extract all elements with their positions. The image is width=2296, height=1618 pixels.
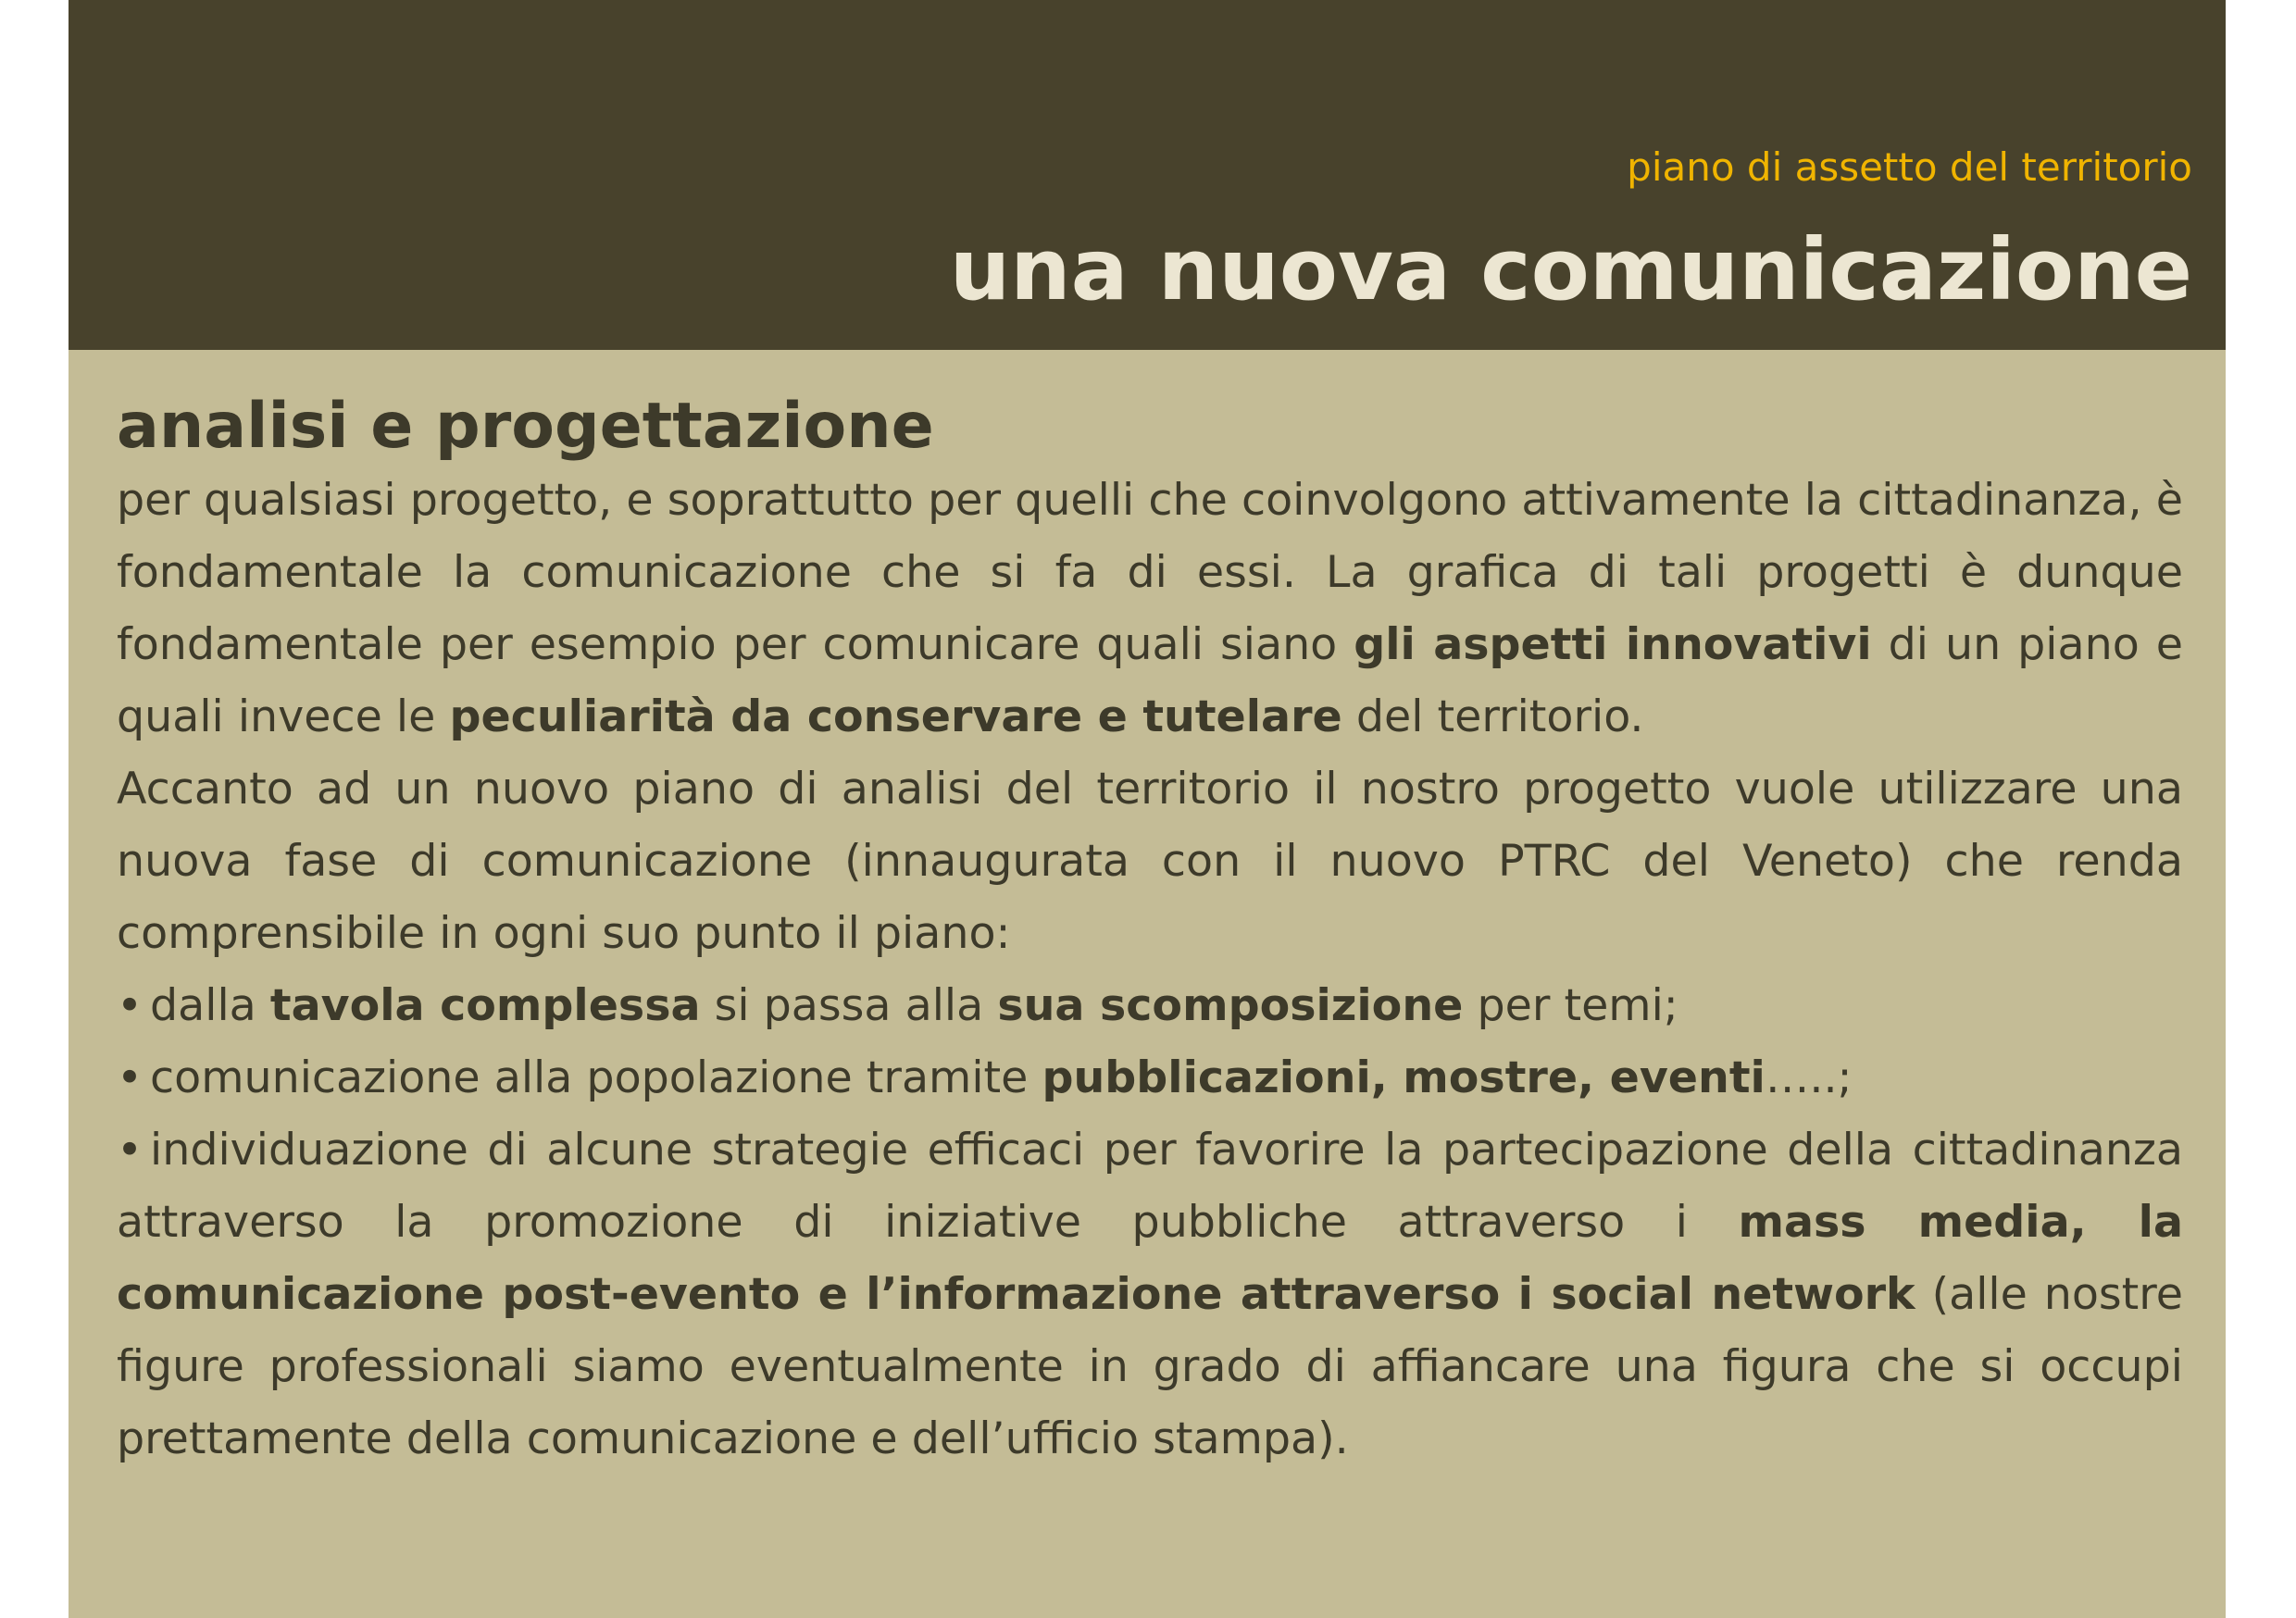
intro-paragraph [117, 465, 2183, 753]
intro-bold-2: peculiarità da conservare e tutelare [449, 691, 1342, 742]
bullet-item-2 [117, 1042, 2183, 1114]
slide-header [69, 0, 2226, 350]
intro-text-2: di un piano e quali invece le [117, 618, 2183, 742]
slide-content [117, 389, 2183, 1475]
bullet1-bold-2: sua scomposizione [997, 979, 1464, 1031]
bullet-icon: • [117, 1124, 144, 1176]
bullet2-text-2: …..; [1765, 1052, 1853, 1103]
bullet1-text-3: per temi; [1463, 979, 1678, 1031]
intro-text-1: per qualsiasi progetto, e soprattutto per quelli che coinvolgono attivamente la cittadinanza, è fondamentale la comunicazione che si fa di essi. La grafica di tali progetti è dunque fondamentale per esempio per comunicare quali siano [117, 474, 2183, 670]
bullet3-text-1: individuazione di alcune strategie efficaci per favorire la partecipazione della cittadinanza attraverso la promozione di iniziative pubbliche attraverso i [117, 1124, 2183, 1248]
bullet-item-3 [117, 1114, 2183, 1475]
bullet3-text-2: (alle nostre figure professionali siamo eventualmente in grado di affiancare una figura che si occupi prettamente della comunicazione e dell’ufficio stampa). [117, 1268, 2184, 1464]
bullet3-bold-1: mass media, la comunicazione post-evento e l’informazione attraverso i social network [117, 1196, 2183, 1320]
bullet-item-1 [117, 970, 2183, 1042]
slide [69, 0, 2226, 1618]
bullet2-text-1: comunicazione alla popolazione tramite [150, 1052, 1042, 1103]
slide-title: una nuova comunicazione [949, 220, 2192, 319]
intro-bold-1: gli aspetti innovativi [1354, 618, 1872, 670]
bullet1-text-2: si passa alla [700, 979, 998, 1031]
slide-subtitle: piano di assetto del territorio [1627, 144, 2192, 190]
section-heading: analisi e progettazione [117, 390, 934, 463]
bullet1-text-1: dalla [150, 979, 270, 1031]
bullet1-bold-1: tavola complessa [269, 979, 701, 1031]
second-paragraph: Accanto ad un nuovo piano di analisi del territorio il nostro progetto vuole utilizzare una nuova fase di comunicazione (innaugurata con il nuovo PTRC del Veneto) che renda comprensibile in ogni suo punto il piano: [117, 763, 2183, 959]
bullet-icon: • [117, 979, 144, 1031]
bullet2-bold-1: pubblicazioni, mostre, eventi [1042, 1052, 1766, 1103]
intro-text-3: del territorio. [1341, 691, 1644, 742]
bullet-icon: • [117, 1052, 144, 1103]
